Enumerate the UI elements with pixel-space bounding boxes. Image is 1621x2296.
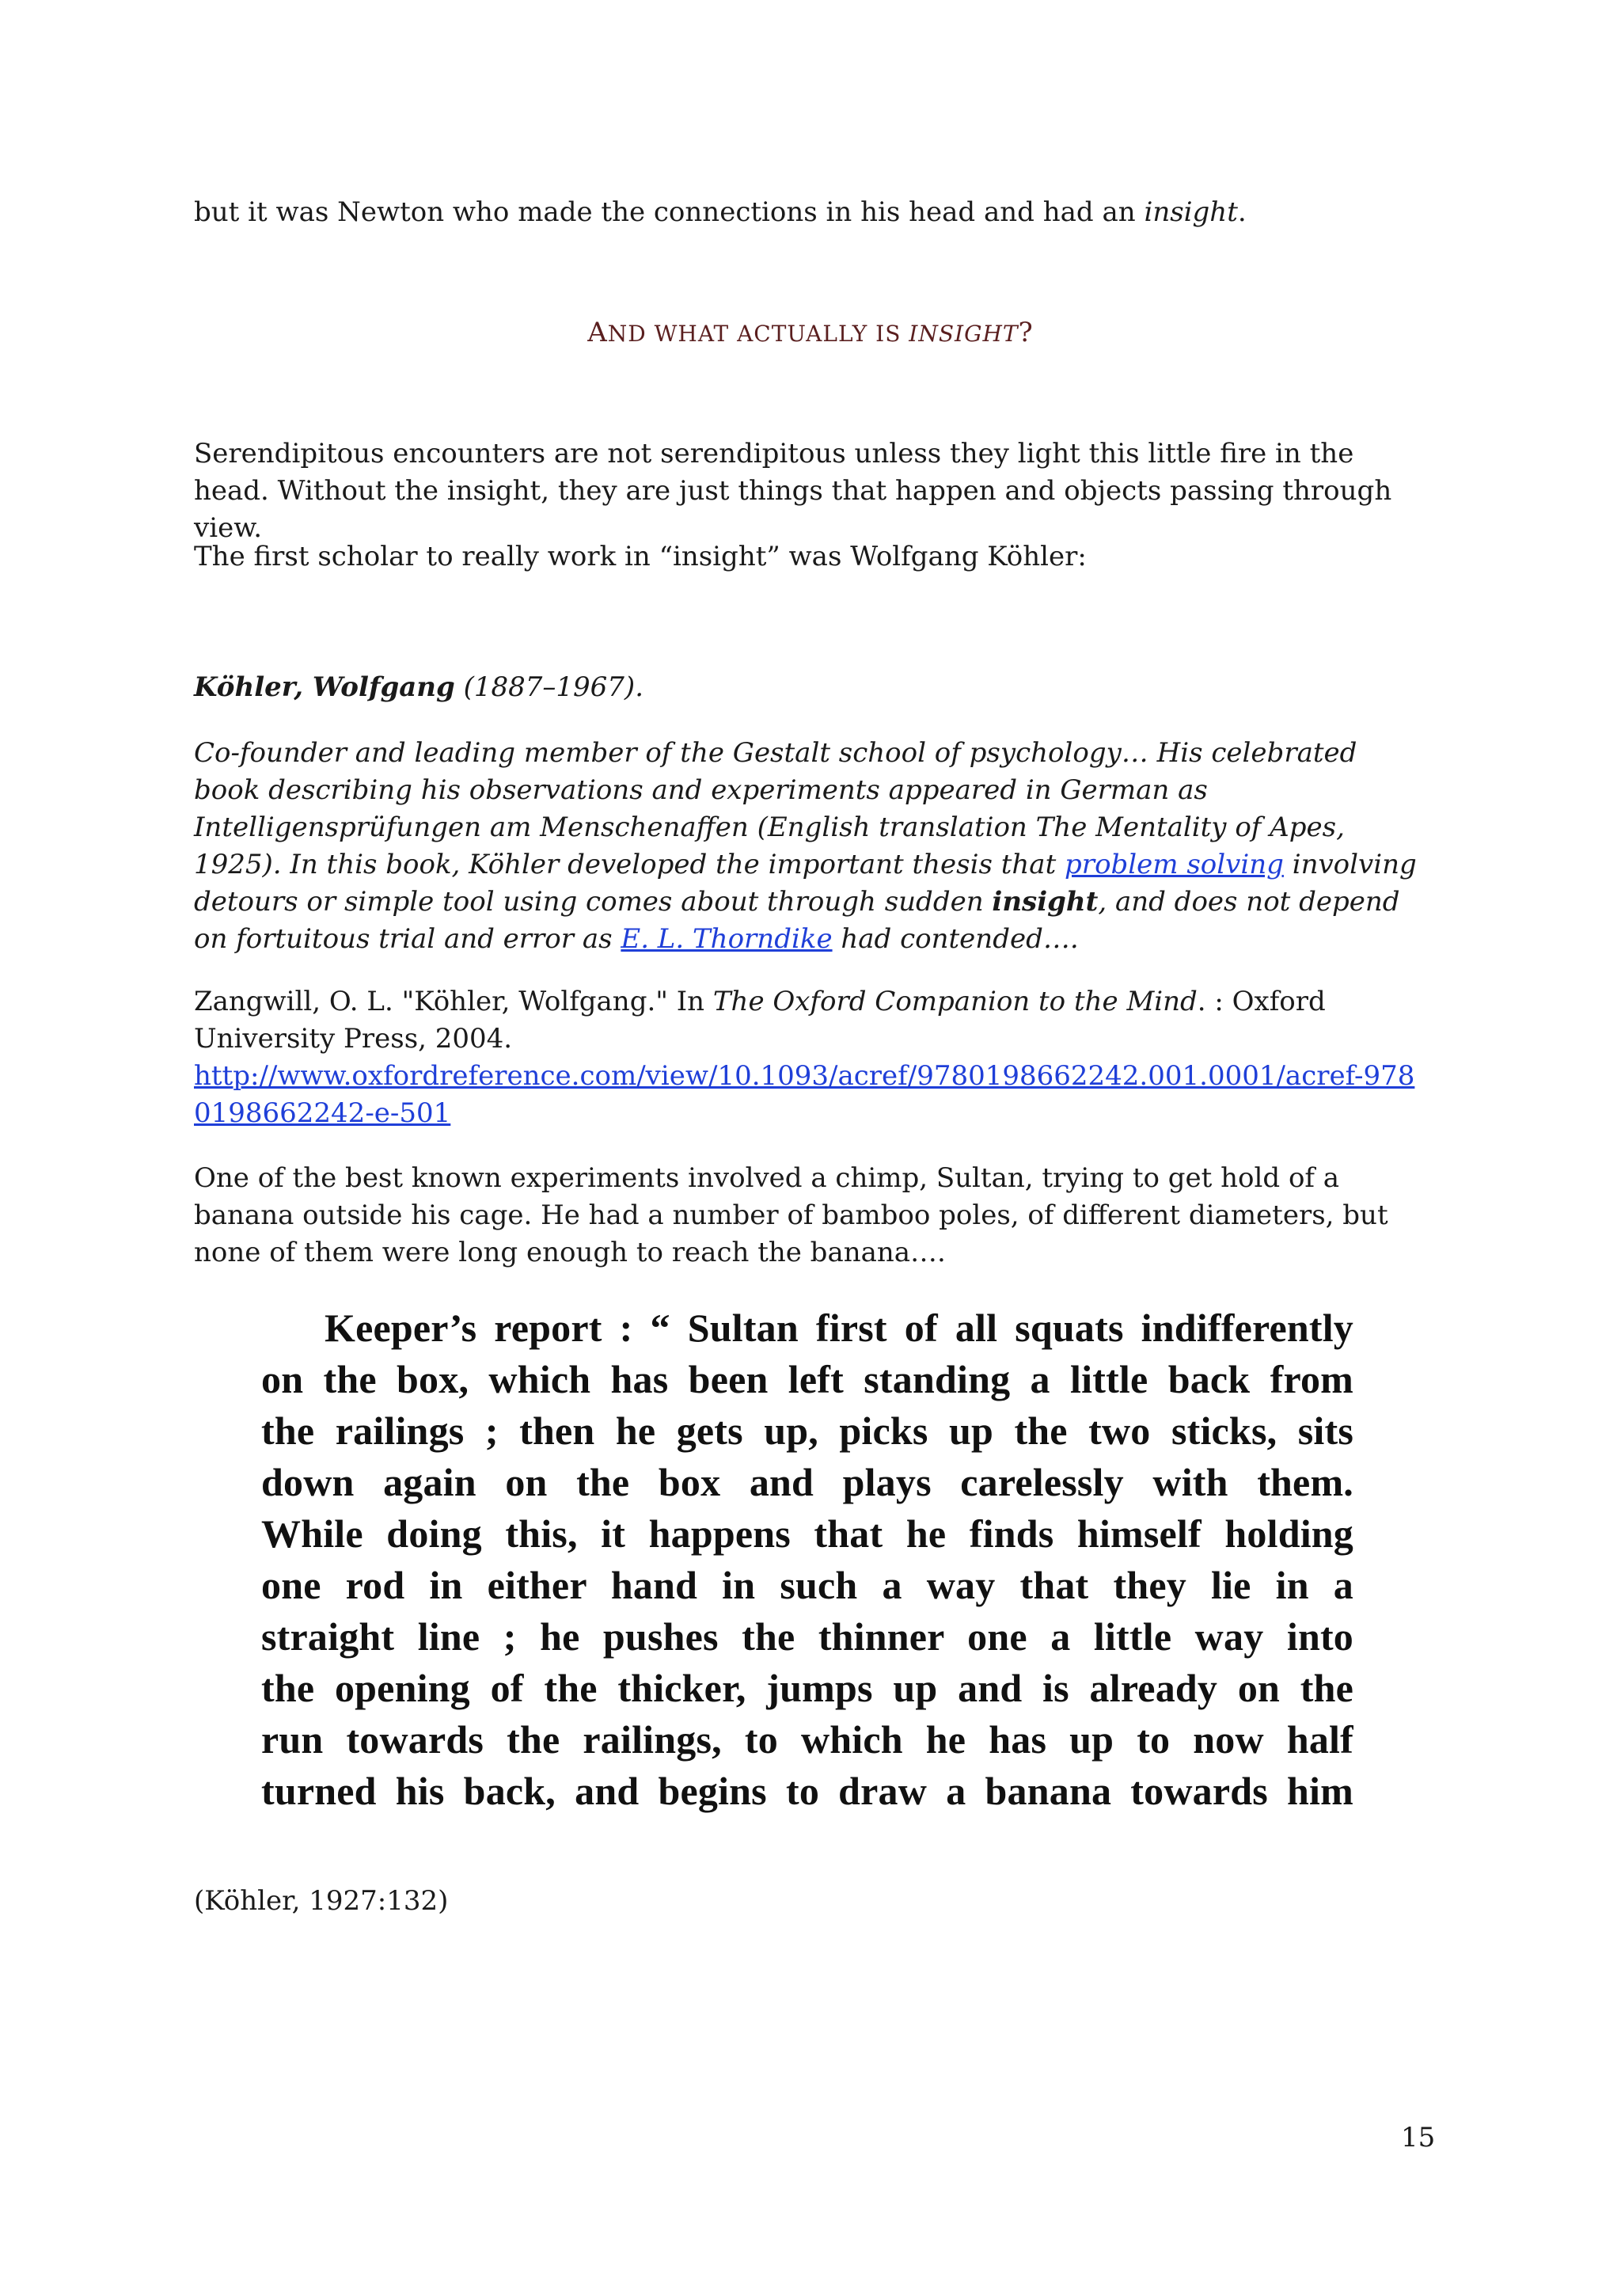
scan-line: While doing this, it happens that he finds himself holding: [261, 1511, 1353, 1556]
scan-line: down again on the box and plays carelessly with them.: [261, 1460, 1353, 1504]
link-oxford-reference[interactable]: http://www.oxfordreference.com/view/10.1093/acref/9780198662242.001.0001/acref-9780198662242-e-501: [194, 1060, 1415, 1129]
citation-block: Zangwill, O. L. "Köhler, Wolfgang." In The Oxford Companion to the Mind. : Oxford University Press, 2004. http://www.oxfordreference.com/view/10.1093/acref/9780198662242.001.0001/acref-9780198662242-e-501: [194, 986, 1415, 1129]
intro-line: but it was Newton who made the connections in his head and had an insight.: [194, 196, 1247, 228]
entry-heading: Köhler, Wolfgang (1887–1967).: [194, 671, 643, 703]
scan-line: run towards the railings, to which he has up to now half: [261, 1717, 1353, 1762]
scan-line: Keeper’s report : “ Sultan first of all squats indifferently: [325, 1306, 1353, 1350]
scan-line: on the box, which has been left standing a little back from: [261, 1357, 1353, 1401]
link-thorndike[interactable]: E. L. Thorndike: [621, 923, 833, 955]
paragraph-experiment: One of the best known experiments involved a chimp, Sultan, trying to get hold of a banana outside his cage. He had a number of bamboo poles, of different diameters, but none of them were long enough to reach the banana….: [194, 1162, 1388, 1268]
scan-line: turned his back, and begins to draw a banana towards him: [261, 1769, 1353, 1813]
scan-line: one rod in either hand in such a way that they lie in a: [261, 1563, 1353, 1607]
scan-citation: (Köhler, 1927:132): [194, 1885, 449, 1917]
quote-block: Co-founder and leading member of the Gestalt school of psychology… His celebrated book describing his observations and experiments appeared in German as Intelligensprüfungen am Menschenaffen (English translation The Mentality of Apes, 1925). In this book, Köhler developed the important thesis that problem solving involving detours or simple tool using comes about through sudden insight, and does not depend on fortuitous trial and error as E. L. Thorndike had contended….: [194, 737, 1417, 955]
link-problem-solving[interactable]: problem solving: [1065, 849, 1284, 880]
paragraph-first-scholar: The first scholar to really work in “insight” was Wolfgang Köhler:: [194, 541, 1087, 572]
scan-line: straight line ; he pushes the thinner one a little way into: [261, 1614, 1353, 1659]
paragraph-serendipity: Serendipitous encounters are not serendipitous unless they light this little fire in the head. Without the insight, they are just things that happen and objects passing through view.: [194, 438, 1392, 544]
page-number: 15: [1401, 2122, 1436, 2153]
scan-line: the railings ; then he gets up, picks up the two sticks, sits: [261, 1408, 1353, 1453]
section-heading: AND WHAT ACTUALLY IS INSIGHT?: [587, 317, 1034, 348]
scan-line: the opening of the thicker, jumps up and is already on the: [261, 1666, 1353, 1710]
scanned-book-excerpt: [261, 1302, 1353, 1849]
